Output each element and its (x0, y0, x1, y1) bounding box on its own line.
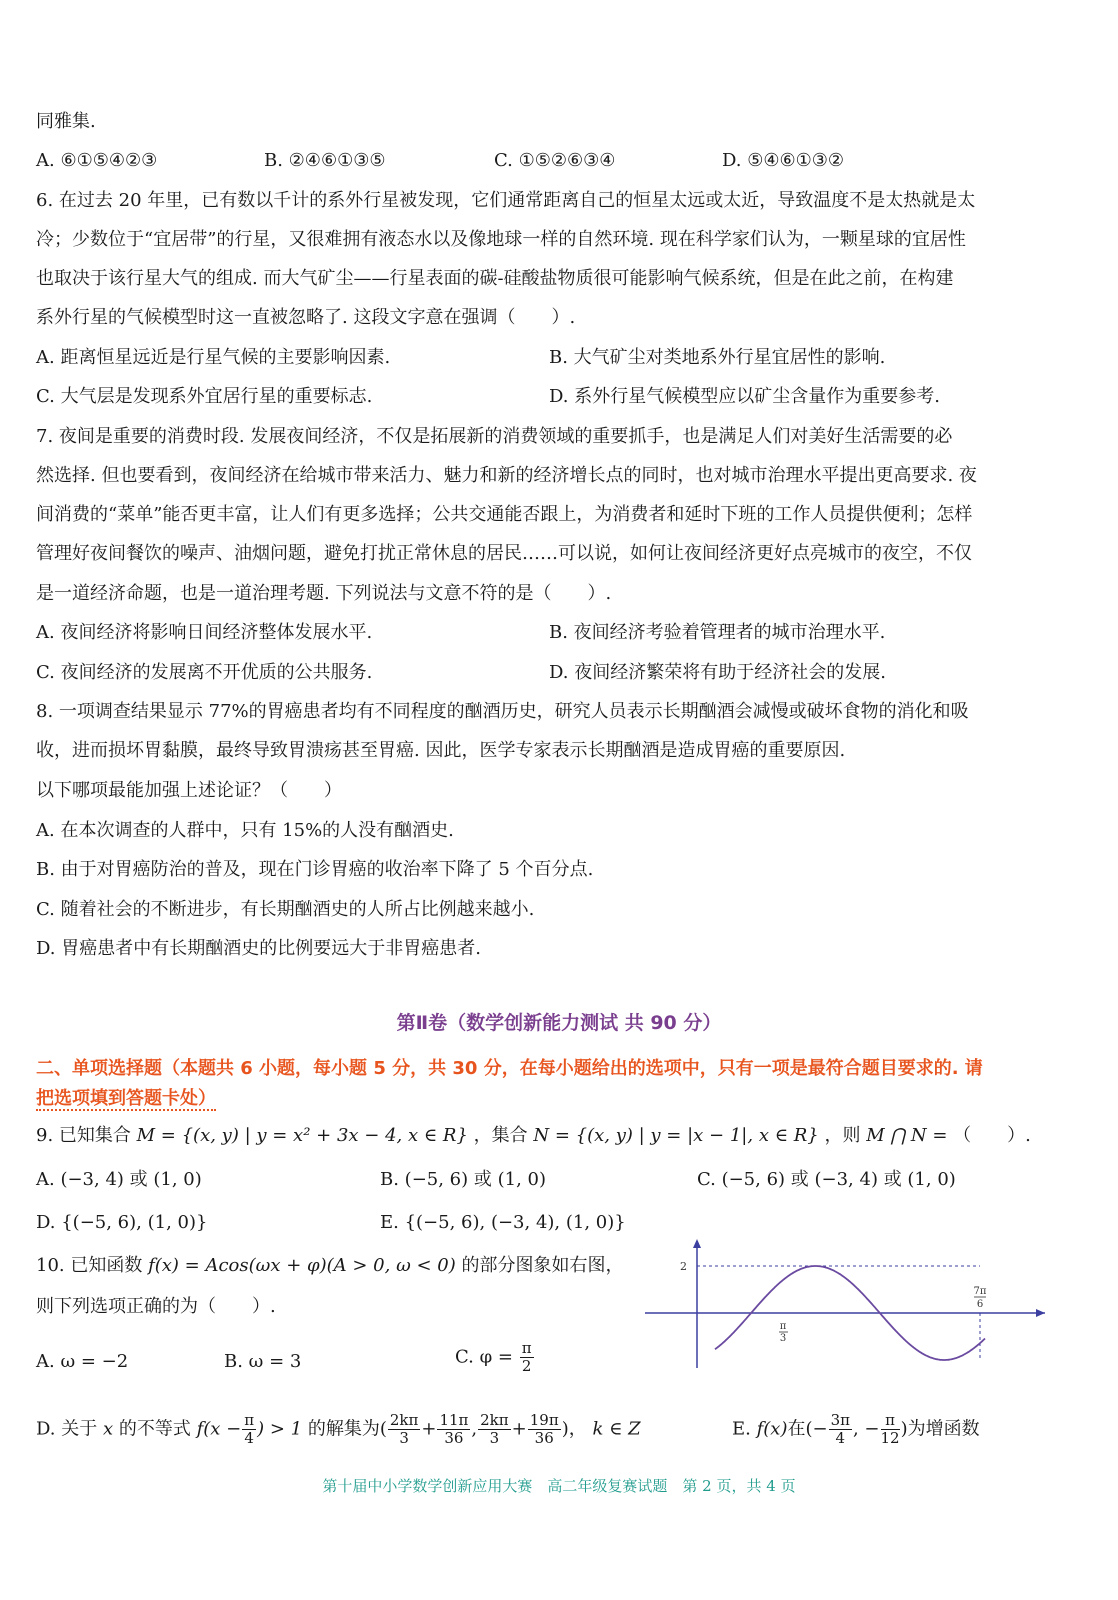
q10-option-b: B. ω = 3 (224, 1351, 302, 1372)
fraction-num: 2kπ (480, 1411, 509, 1429)
q7-option-a: A. 夜间经济将影响日间经济整体发展水平. (36, 622, 373, 643)
q9-option-c: C. (−5, 6) 或 (−3, 4) 或 (1, 0) (697, 1169, 956, 1190)
fraction-num: 2kπ (389, 1411, 419, 1429)
x-label-7pi6-num: 7π (973, 1286, 987, 1297)
q7-line: 7. 夜间是重要的消费时段. 发展夜间经济，不仅是拓展新的消费领域的重要抓手，也是满足人们对美好生活需要的必 (36, 426, 953, 447)
q10-stem-2: 则下列选项正确的为（ ）. (36, 1296, 276, 1317)
q5-option-d: D. ⑤④⑥①③② (722, 150, 845, 171)
q7-option-c: C. 夜间经济的发展离不开优质的公共服务. (36, 662, 373, 683)
q8-line: 以下哪项最能加强上述论证？（ ） (36, 780, 342, 801)
fraction (437, 1412, 470, 1447)
fraction-den: 4 (835, 1429, 846, 1447)
q7-line: 间消费的“菜单”能否更丰富，让人们有更多选择；公共交通能否跟上，为消费者和延时下班的工作人员提供便利；怎样 (36, 504, 973, 525)
q10-option-e-text: E. (732, 1418, 751, 1440)
q5-option-b: B. ②④⑥①③⑤ (264, 150, 386, 171)
x-label-pi3-num: π (779, 1321, 787, 1332)
fraction (242, 1412, 256, 1447)
y-label-2: 2 (680, 1260, 687, 1273)
q5-option-c: C. ①⑤②⑥③④ (494, 150, 616, 171)
math-text: , − (852, 1418, 880, 1440)
q6-line: 也取决于该行星大气的组成. 而大气矿尘——行星表面的碳-硅酸盐物质很可能影响气候系统，但是在此之前，在构建 (36, 268, 954, 289)
q10-option-c (455, 1340, 535, 1375)
q6-option-c: C. 大气层是发现系外宜居行星的重要标志. (36, 386, 373, 407)
q10-option-d-text: D. 关于 (36, 1418, 98, 1440)
page-footer: 第十届中小学数学创新应用大赛 高二年级复赛试题 第 2 页，共 4 页 (322, 1477, 796, 1495)
x-label-7pi6-den: 6 (976, 1299, 984, 1310)
q6-line: 冷；少数位于“宜居带”的行星，又很难拥有液态水以及像地球一样的自然环境. 现在科学家们认为，一颗星球的宜居性 (36, 229, 966, 250)
fraction-num: π (881, 1412, 900, 1430)
q10-option-d-text: )， (561, 1418, 587, 1440)
q9-option-d: D. {(−5, 6), (1, 0)} (36, 1212, 208, 1233)
q8-line: 收，进而损坏胃黏膜，最终导致胃溃疡甚至胃癌. 因此，医学专家表示长期酗酒是造成胃癌的重要原因. (36, 740, 846, 761)
q10-option-e-text: 在(− (787, 1418, 828, 1440)
math-text: ) > 1 (257, 1418, 303, 1440)
fraction-den: 12 (880, 1429, 900, 1447)
fraction-num: 19π (529, 1411, 559, 1429)
fraction (520, 1340, 534, 1375)
x-label-pi3-den: 3 (779, 1333, 787, 1344)
q9-set-m: M = {(x, y) | y = x² + 3x − 4, x ∈ R} (136, 1125, 468, 1146)
q9-option-a: A. (−3, 4) 或 (1, 0) (36, 1169, 202, 1190)
q10-option-d (36, 1412, 641, 1447)
math-text: f(x) (756, 1418, 788, 1440)
q5-tail: 同雅集. (36, 111, 96, 132)
q6-line: 系外行星的气候模型时这一直被忽略了. 这段文字意在强调（ ）. (36, 307, 576, 328)
fraction (829, 1412, 852, 1447)
q7-option-b: B. 夜间经济考验着管理者的城市治理水平. (549, 622, 886, 643)
fraction-num: 3π (830, 1411, 850, 1429)
fraction-den: 2 (521, 1357, 532, 1375)
q10-option-c-text: C. φ = (455, 1346, 513, 1368)
var-x: x (102, 1418, 114, 1440)
q10-option-d-text: 的不等式 (118, 1418, 191, 1440)
math-text: f(x − (196, 1418, 242, 1440)
q9-stem-text: ，集合 (473, 1125, 528, 1146)
math-text: k ∈ Z (592, 1418, 641, 1440)
plus-sign: + (421, 1418, 437, 1440)
x-axis-arrow-icon (1036, 1309, 1045, 1317)
q9-option-b: B. (−5, 6) 或 (1, 0) (380, 1169, 546, 1190)
section-2-heading-line-2: 把选项填到答题卡处） (36, 1088, 216, 1109)
q8-option-c: C. 随着社会的不断进步，有长期酗酒史的人所占比例越来越小. (36, 899, 535, 920)
plus-sign: + (511, 1418, 527, 1440)
q10-stem-text: 10. 已知函数 (36, 1255, 143, 1276)
q10-option-e-text: )为增函数 (900, 1418, 980, 1440)
q10-option-e (732, 1412, 980, 1447)
q10-stem (36, 1254, 624, 1278)
q9-stem-text: （ ）. (953, 1125, 1031, 1146)
fraction-num: π (521, 1339, 532, 1357)
fraction-num: 11π (439, 1411, 469, 1429)
q10-stem-text: 的部分图象如右图， (461, 1255, 624, 1276)
fraction (478, 1412, 511, 1447)
q7-option-d: D. 夜间经济繁荣将有助于经济社会的发展. (549, 662, 886, 683)
q8-option-a: A. 在本次调查的人群中，只有 15%的人没有酗酒史. (36, 820, 454, 841)
q9-stem-text: 9. 已知集合 (36, 1125, 131, 1146)
q9-stem (36, 1124, 1031, 1148)
q9-set-n: N = {(x, y) | y = |x − 1|, x ∈ R} (533, 1125, 819, 1146)
q6-option-d: D. 系外行星气候模型应以矿尘含量作为重要参考. (549, 386, 940, 407)
q7-line: 管理好夜间餐饮的噪声、油烟问题，避免打扰正常休息的居民……可以说，如何让夜间经济更好点亮城市的夜空，不仅 (36, 543, 972, 564)
fraction (388, 1412, 421, 1447)
fraction-den: 3 (399, 1429, 409, 1447)
q9-option-e: E. {(−5, 6), (−3, 4), (1, 0)} (380, 1212, 626, 1233)
q6-line: 6. 在过去 20 年里，已有数以千计的系外行星被发现，它们通常距离自己的恒星太远或太近，导致温度不是太热就是太 (36, 190, 976, 211)
comma: , (471, 1418, 478, 1440)
q8-option-d: D. 胃癌患者中有长期酗酒史的比例要远大于非胃癌患者. (36, 938, 481, 959)
y-axis-arrow-icon (693, 1239, 701, 1248)
q9-stem-text: ，则 (824, 1125, 861, 1146)
q8-line: 8. 一项调查结果显示 77%的胃癌患者均有不同程度的酗酒历史，研究人员表示长期酗酒会减慢或破坏食物的消化和吸 (36, 701, 969, 722)
section-2-title: 第Ⅱ卷（数学创新能力测试 共 90 分） (396, 1012, 722, 1034)
cosine-graph (640, 1235, 1050, 1370)
fraction-den: 36 (444, 1429, 464, 1447)
section-2-heading (36, 1054, 1086, 1114)
q7-line: 是一道经济命题，也是一道治理考题. 下列说法与文意不符的是（ ）. (36, 583, 612, 604)
fraction-den: 3 (489, 1429, 500, 1447)
q9-intersection: M ⋂ N = (866, 1125, 948, 1146)
section-2-heading-line-1: 二、单项选择题（本题共 6 小题，每小题 5 分，共 30 分，在每小题给出的选项中，只有一项是最符合题目要求的. 请 (36, 1058, 983, 1079)
q6-option-b: B. 大气矿尘对类地系外行星宜居性的影响. (549, 347, 886, 368)
q10-option-d-text: 的解集为( (307, 1418, 387, 1440)
q8-option-b: B. 由于对胃癌防治的普及，现在门诊胃癌的收治率下降了 5 个百分点. (36, 859, 594, 880)
fraction-den: 36 (534, 1429, 554, 1447)
fraction (881, 1412, 900, 1447)
q10-option-a: A. ω = −2 (36, 1351, 129, 1372)
q7-line: 然选择. 但也要看到，夜间经济在给城市带来活力、魅力和新的经济增长点的同时，也对城市治理水平提出更高要求. 夜 (36, 465, 977, 486)
q6-option-a: A. 距离恒星远近是行星气候的主要影响因素. (36, 347, 391, 368)
q10-function: f(x) = Acos(ωx + φ)(A > 0, ω < 0) (148, 1255, 456, 1276)
fraction-num: π (244, 1411, 255, 1429)
q5-option-a: A. ⑥①⑤④②③ (36, 150, 158, 171)
fraction-den: 4 (244, 1429, 254, 1447)
fraction (528, 1412, 561, 1447)
